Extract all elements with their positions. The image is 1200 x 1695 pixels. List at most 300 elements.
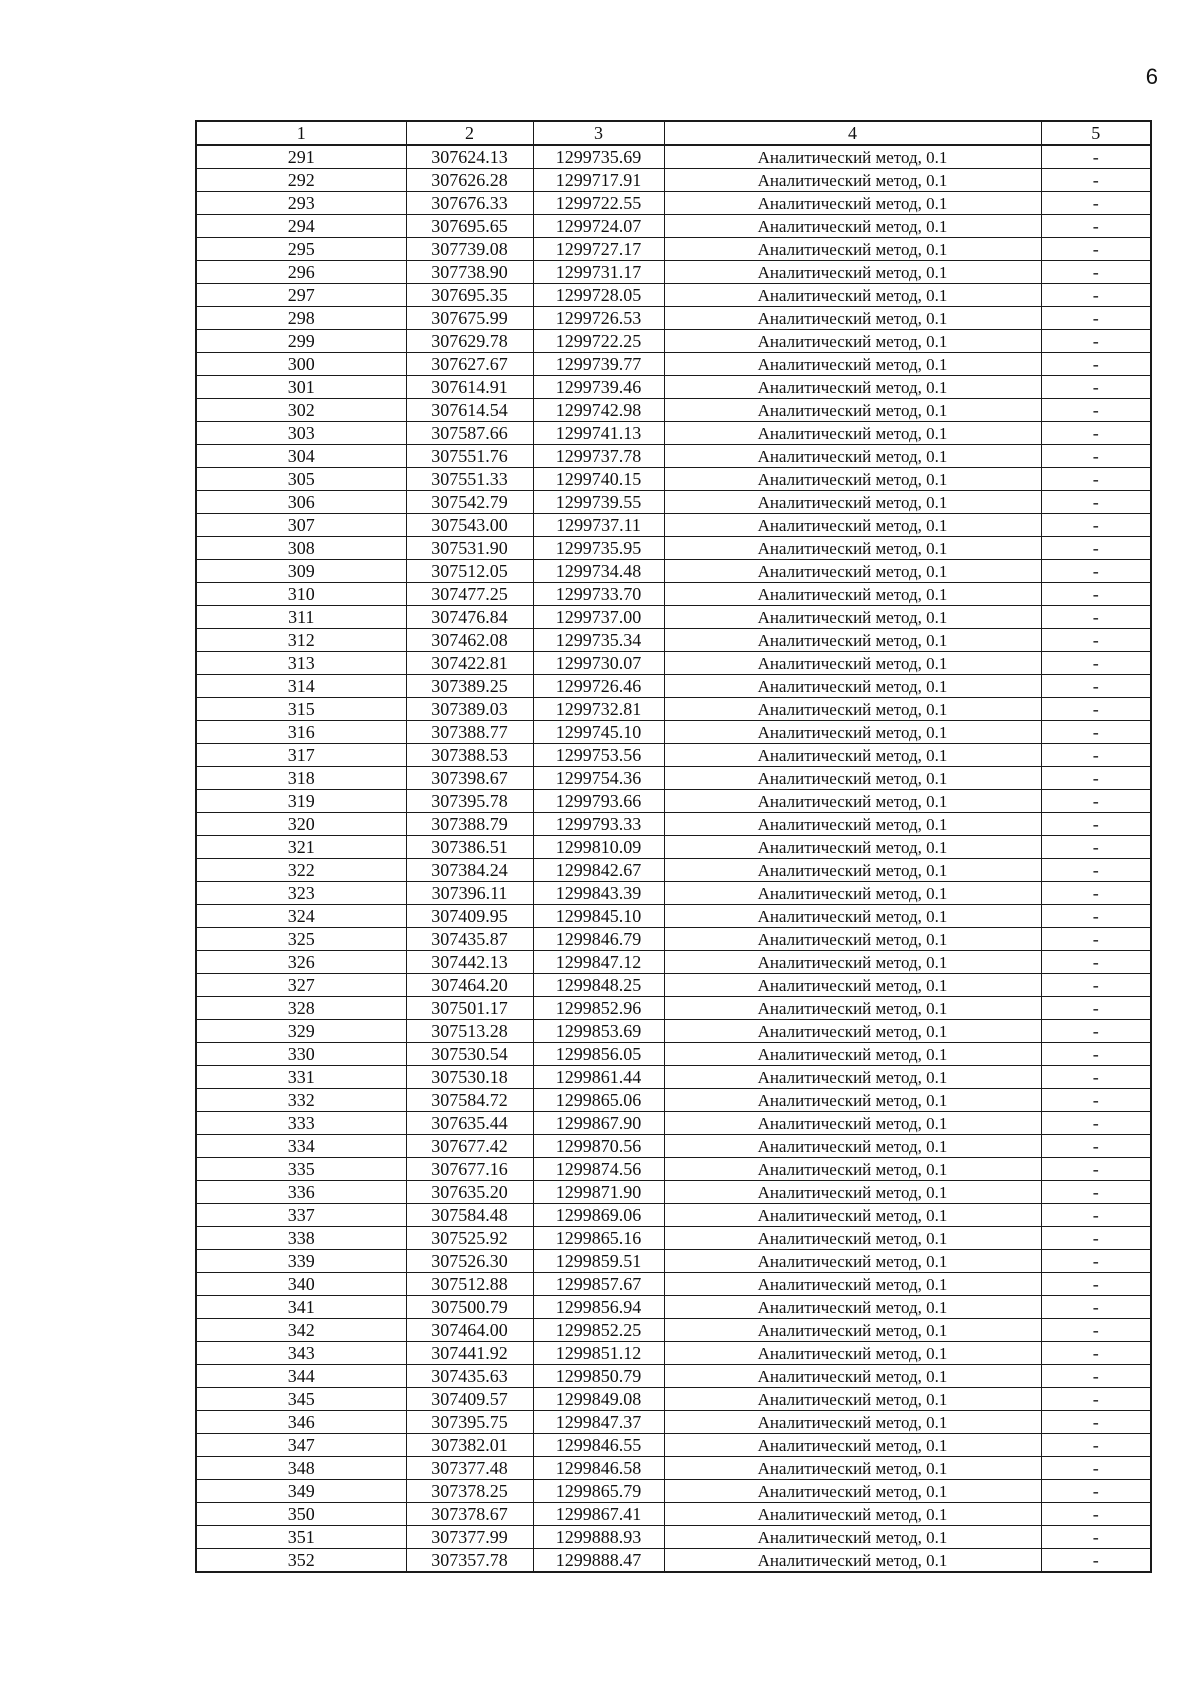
- x-coordinate-cell: 307388.79: [406, 813, 533, 836]
- note-cell: -: [1041, 1227, 1151, 1250]
- method-cell: Аналитический метод, 0.1: [664, 698, 1041, 721]
- point-number-cell: 293: [196, 192, 406, 215]
- table-row: [196, 284, 1151, 307]
- method-cell: Аналитический метод, 0.1: [664, 997, 1041, 1020]
- point-number-cell: 311: [196, 606, 406, 629]
- y-coordinate-cell: 1299865.06: [533, 1089, 664, 1112]
- note-cell: -: [1041, 1319, 1151, 1342]
- y-coordinate-cell: 1299865.79: [533, 1480, 664, 1503]
- method-cell: Аналитический метод, 0.1: [664, 1112, 1041, 1135]
- y-coordinate-cell: 1299846.58: [533, 1457, 664, 1480]
- table-header-row: [196, 121, 1151, 145]
- x-coordinate-cell: 307462.08: [406, 629, 533, 652]
- point-number-cell: 302: [196, 399, 406, 422]
- method-cell: Аналитический метод, 0.1: [664, 215, 1041, 238]
- y-coordinate-cell: 1299734.48: [533, 560, 664, 583]
- table-row: [196, 1549, 1151, 1573]
- point-number-cell: 309: [196, 560, 406, 583]
- point-number-cell: 308: [196, 537, 406, 560]
- table-row: [196, 1250, 1151, 1273]
- table-row: [196, 330, 1151, 353]
- x-coordinate-cell: 307422.81: [406, 652, 533, 675]
- note-cell: -: [1041, 353, 1151, 376]
- y-coordinate-cell: 1299888.93: [533, 1526, 664, 1549]
- table-row: [196, 1181, 1151, 1204]
- table-row: [196, 445, 1151, 468]
- note-cell: -: [1041, 1043, 1151, 1066]
- table-row: [196, 145, 1151, 169]
- note-cell: -: [1041, 1480, 1151, 1503]
- method-cell: Аналитический метод, 0.1: [664, 1342, 1041, 1365]
- table-row: [196, 399, 1151, 422]
- point-number-cell: 313: [196, 652, 406, 675]
- table-row: [196, 215, 1151, 238]
- y-coordinate-cell: 1299732.81: [533, 698, 664, 721]
- table-row: [196, 1411, 1151, 1434]
- table-row: [196, 1020, 1151, 1043]
- x-coordinate-cell: 307398.67: [406, 767, 533, 790]
- table-row: [196, 169, 1151, 192]
- point-number-cell: 325: [196, 928, 406, 951]
- x-coordinate-cell: 307531.90: [406, 537, 533, 560]
- method-cell: Аналитический метод, 0.1: [664, 629, 1041, 652]
- method-cell: Аналитический метод, 0.1: [664, 261, 1041, 284]
- x-coordinate-cell: 307635.20: [406, 1181, 533, 1204]
- method-cell: Аналитический метод, 0.1: [664, 1043, 1041, 1066]
- method-cell: Аналитический метод, 0.1: [664, 169, 1041, 192]
- column-header: 2: [406, 121, 533, 145]
- x-coordinate-cell: 307464.20: [406, 974, 533, 997]
- x-coordinate-cell: 307551.33: [406, 468, 533, 491]
- y-coordinate-cell: 1299739.46: [533, 376, 664, 399]
- y-coordinate-cell: 1299737.00: [533, 606, 664, 629]
- y-coordinate-cell: 1299870.56: [533, 1135, 664, 1158]
- point-number-cell: 319: [196, 790, 406, 813]
- note-cell: -: [1041, 215, 1151, 238]
- table-row: [196, 1204, 1151, 1227]
- page-number: 6: [1145, 64, 1158, 89]
- method-cell: Аналитический метод, 0.1: [664, 721, 1041, 744]
- method-cell: Аналитический метод, 0.1: [664, 491, 1041, 514]
- point-number-cell: 294: [196, 215, 406, 238]
- method-cell: Аналитический метод, 0.1: [664, 905, 1041, 928]
- point-number-cell: 318: [196, 767, 406, 790]
- method-cell: Аналитический метод, 0.1: [664, 882, 1041, 905]
- table-row: [196, 1319, 1151, 1342]
- table-row: [196, 1388, 1151, 1411]
- method-cell: Аналитический метод, 0.1: [664, 836, 1041, 859]
- table-row: [196, 859, 1151, 882]
- y-coordinate-cell: 1299793.33: [533, 813, 664, 836]
- y-coordinate-cell: 1299845.10: [533, 905, 664, 928]
- x-coordinate-cell: 307378.25: [406, 1480, 533, 1503]
- x-coordinate-cell: 307409.95: [406, 905, 533, 928]
- note-cell: -: [1041, 1204, 1151, 1227]
- table-row: [196, 1296, 1151, 1319]
- y-coordinate-cell: 1299733.70: [533, 583, 664, 606]
- method-cell: Аналитический метод, 0.1: [664, 790, 1041, 813]
- table-row: [196, 905, 1151, 928]
- y-coordinate-cell: 1299853.69: [533, 1020, 664, 1043]
- x-coordinate-cell: 307738.90: [406, 261, 533, 284]
- note-cell: -: [1041, 997, 1151, 1020]
- note-cell: -: [1041, 169, 1151, 192]
- table-row: [196, 1480, 1151, 1503]
- method-cell: Аналитический метод, 0.1: [664, 422, 1041, 445]
- method-cell: Аналитический метод, 0.1: [664, 238, 1041, 261]
- method-cell: Аналитический метод, 0.1: [664, 744, 1041, 767]
- table-row: [196, 790, 1151, 813]
- y-coordinate-cell: 1299810.09: [533, 836, 664, 859]
- y-coordinate-cell: 1299717.91: [533, 169, 664, 192]
- y-coordinate-cell: 1299737.11: [533, 514, 664, 537]
- x-coordinate-cell: 307614.54: [406, 399, 533, 422]
- method-cell: Аналитический метод, 0.1: [664, 1457, 1041, 1480]
- method-cell: Аналитический метод, 0.1: [664, 1135, 1041, 1158]
- table-row: [196, 675, 1151, 698]
- x-coordinate-cell: 307695.35: [406, 284, 533, 307]
- method-cell: Аналитический метод, 0.1: [664, 560, 1041, 583]
- y-coordinate-cell: 1299847.12: [533, 951, 664, 974]
- note-cell: -: [1041, 698, 1151, 721]
- point-number-cell: 337: [196, 1204, 406, 1227]
- note-cell: -: [1041, 192, 1151, 215]
- column-header: 3: [533, 121, 664, 145]
- table-row: [196, 1227, 1151, 1250]
- note-cell: -: [1041, 1411, 1151, 1434]
- x-coordinate-cell: 307377.99: [406, 1526, 533, 1549]
- y-coordinate-cell: 1299846.79: [533, 928, 664, 951]
- note-cell: -: [1041, 1457, 1151, 1480]
- note-cell: -: [1041, 514, 1151, 537]
- point-number-cell: 344: [196, 1365, 406, 1388]
- x-coordinate-cell: 307395.78: [406, 790, 533, 813]
- note-cell: -: [1041, 445, 1151, 468]
- y-coordinate-cell: 1299874.56: [533, 1158, 664, 1181]
- x-coordinate-cell: 307464.00: [406, 1319, 533, 1342]
- x-coordinate-cell: 307587.66: [406, 422, 533, 445]
- x-coordinate-cell: 307525.92: [406, 1227, 533, 1250]
- table-row: [196, 813, 1151, 836]
- note-cell: -: [1041, 537, 1151, 560]
- note-cell: -: [1041, 721, 1151, 744]
- method-cell: Аналитический метод, 0.1: [664, 1158, 1041, 1181]
- table-row: [196, 1112, 1151, 1135]
- table-row: [196, 1135, 1151, 1158]
- y-coordinate-cell: 1299740.15: [533, 468, 664, 491]
- note-cell: -: [1041, 422, 1151, 445]
- y-coordinate-cell: 1299727.17: [533, 238, 664, 261]
- method-cell: Аналитический метод, 0.1: [664, 537, 1041, 560]
- note-cell: -: [1041, 1388, 1151, 1411]
- y-coordinate-cell: 1299857.67: [533, 1273, 664, 1296]
- y-coordinate-cell: 1299843.39: [533, 882, 664, 905]
- y-coordinate-cell: 1299842.67: [533, 859, 664, 882]
- x-coordinate-cell: 307477.25: [406, 583, 533, 606]
- note-cell: -: [1041, 928, 1151, 951]
- point-number-cell: 331: [196, 1066, 406, 1089]
- y-coordinate-cell: 1299739.55: [533, 491, 664, 514]
- y-coordinate-cell: 1299861.44: [533, 1066, 664, 1089]
- point-number-cell: 305: [196, 468, 406, 491]
- note-cell: -: [1041, 560, 1151, 583]
- table-row: [196, 422, 1151, 445]
- point-number-cell: 326: [196, 951, 406, 974]
- point-number-cell: 297: [196, 284, 406, 307]
- x-coordinate-cell: 307476.84: [406, 606, 533, 629]
- point-number-cell: 343: [196, 1342, 406, 1365]
- note-cell: -: [1041, 330, 1151, 353]
- y-coordinate-cell: 1299724.07: [533, 215, 664, 238]
- table-row: [196, 1066, 1151, 1089]
- table-row: [196, 560, 1151, 583]
- method-cell: Аналитический метод, 0.1: [664, 1066, 1041, 1089]
- point-number-cell: 321: [196, 836, 406, 859]
- y-coordinate-cell: 1299849.08: [533, 1388, 664, 1411]
- table-row: [196, 629, 1151, 652]
- column-header: 1: [196, 121, 406, 145]
- note-cell: -: [1041, 145, 1151, 169]
- x-coordinate-cell: 307627.67: [406, 353, 533, 376]
- y-coordinate-cell: 1299856.94: [533, 1296, 664, 1319]
- x-coordinate-cell: 307530.18: [406, 1066, 533, 1089]
- y-coordinate-cell: 1299846.55: [533, 1434, 664, 1457]
- method-cell: Аналитический метод, 0.1: [664, 1549, 1041, 1573]
- note-cell: -: [1041, 790, 1151, 813]
- x-coordinate-cell: 307629.78: [406, 330, 533, 353]
- point-number-cell: 346: [196, 1411, 406, 1434]
- point-number-cell: 335: [196, 1158, 406, 1181]
- y-coordinate-cell: 1299731.17: [533, 261, 664, 284]
- x-coordinate-cell: 307357.78: [406, 1549, 533, 1573]
- note-cell: -: [1041, 238, 1151, 261]
- table-row: [196, 997, 1151, 1020]
- note-cell: -: [1041, 1066, 1151, 1089]
- method-cell: Аналитический метод, 0.1: [664, 1480, 1041, 1503]
- x-coordinate-cell: 307389.25: [406, 675, 533, 698]
- note-cell: -: [1041, 882, 1151, 905]
- note-cell: -: [1041, 1181, 1151, 1204]
- table-row: [196, 1526, 1151, 1549]
- method-cell: Аналитический метод, 0.1: [664, 399, 1041, 422]
- y-coordinate-cell: 1299726.46: [533, 675, 664, 698]
- method-cell: Аналитический метод, 0.1: [664, 1204, 1041, 1227]
- x-coordinate-cell: 307626.28: [406, 169, 533, 192]
- y-coordinate-cell: 1299851.12: [533, 1342, 664, 1365]
- point-number-cell: 332: [196, 1089, 406, 1112]
- table-row: [196, 468, 1151, 491]
- table-body: [196, 145, 1151, 1572]
- y-coordinate-cell: 1299728.05: [533, 284, 664, 307]
- note-cell: -: [1041, 629, 1151, 652]
- method-cell: Аналитический метод, 0.1: [664, 1319, 1041, 1342]
- y-coordinate-cell: 1299856.05: [533, 1043, 664, 1066]
- y-coordinate-cell: 1299793.66: [533, 790, 664, 813]
- point-number-cell: 312: [196, 629, 406, 652]
- y-coordinate-cell: 1299745.10: [533, 721, 664, 744]
- coordinates-table: [195, 120, 1152, 1573]
- y-coordinate-cell: 1299871.90: [533, 1181, 664, 1204]
- point-number-cell: 292: [196, 169, 406, 192]
- point-number-cell: 291: [196, 145, 406, 169]
- note-cell: -: [1041, 307, 1151, 330]
- note-cell: -: [1041, 744, 1151, 767]
- note-cell: -: [1041, 376, 1151, 399]
- y-coordinate-cell: 1299722.25: [533, 330, 664, 353]
- point-number-cell: 336: [196, 1181, 406, 1204]
- note-cell: -: [1041, 1020, 1151, 1043]
- point-number-cell: 301: [196, 376, 406, 399]
- point-number-cell: 339: [196, 1250, 406, 1273]
- method-cell: Аналитический метод, 0.1: [664, 813, 1041, 836]
- point-number-cell: 310: [196, 583, 406, 606]
- method-cell: Аналитический метод, 0.1: [664, 514, 1041, 537]
- point-number-cell: 316: [196, 721, 406, 744]
- point-number-cell: 340: [196, 1273, 406, 1296]
- x-coordinate-cell: 307584.48: [406, 1204, 533, 1227]
- note-cell: -: [1041, 1434, 1151, 1457]
- x-coordinate-cell: 307614.91: [406, 376, 533, 399]
- point-number-cell: 324: [196, 905, 406, 928]
- x-coordinate-cell: 307526.30: [406, 1250, 533, 1273]
- method-cell: Аналитический метод, 0.1: [664, 675, 1041, 698]
- y-coordinate-cell: 1299735.69: [533, 145, 664, 169]
- point-number-cell: 348: [196, 1457, 406, 1480]
- x-coordinate-cell: 307389.03: [406, 698, 533, 721]
- table-row: [196, 1365, 1151, 1388]
- point-number-cell: 351: [196, 1526, 406, 1549]
- method-cell: Аналитический метод, 0.1: [664, 1365, 1041, 1388]
- y-coordinate-cell: 1299739.77: [533, 353, 664, 376]
- note-cell: -: [1041, 284, 1151, 307]
- method-cell: Аналитический метод, 0.1: [664, 928, 1041, 951]
- method-cell: Аналитический метод, 0.1: [664, 445, 1041, 468]
- method-cell: Аналитический метод, 0.1: [664, 330, 1041, 353]
- note-cell: -: [1041, 491, 1151, 514]
- note-cell: -: [1041, 1503, 1151, 1526]
- x-coordinate-cell: 307695.65: [406, 215, 533, 238]
- y-coordinate-cell: 1299753.56: [533, 744, 664, 767]
- method-cell: Аналитический метод, 0.1: [664, 583, 1041, 606]
- point-number-cell: 342: [196, 1319, 406, 1342]
- y-coordinate-cell: 1299741.13: [533, 422, 664, 445]
- y-coordinate-cell: 1299867.90: [533, 1112, 664, 1135]
- x-coordinate-cell: 307500.79: [406, 1296, 533, 1319]
- table-row: [196, 537, 1151, 560]
- method-cell: Аналитический метод, 0.1: [664, 606, 1041, 629]
- x-coordinate-cell: 307530.54: [406, 1043, 533, 1066]
- x-coordinate-cell: 307624.13: [406, 145, 533, 169]
- point-number-cell: 350: [196, 1503, 406, 1526]
- point-number-cell: 315: [196, 698, 406, 721]
- y-coordinate-cell: 1299726.53: [533, 307, 664, 330]
- method-cell: Аналитический метод, 0.1: [664, 145, 1041, 169]
- point-number-cell: 298: [196, 307, 406, 330]
- y-coordinate-cell: 1299754.36: [533, 767, 664, 790]
- note-cell: -: [1041, 1112, 1151, 1135]
- x-coordinate-cell: 307512.05: [406, 560, 533, 583]
- point-number-cell: 347: [196, 1434, 406, 1457]
- method-cell: Аналитический метод, 0.1: [664, 1089, 1041, 1112]
- table-row: [196, 583, 1151, 606]
- method-cell: Аналитический метод, 0.1: [664, 767, 1041, 790]
- table-row: [196, 192, 1151, 215]
- method-cell: Аналитический метод, 0.1: [664, 1273, 1041, 1296]
- method-cell: Аналитический метод, 0.1: [664, 652, 1041, 675]
- note-cell: -: [1041, 1342, 1151, 1365]
- y-coordinate-cell: 1299735.95: [533, 537, 664, 560]
- table-row: [196, 1089, 1151, 1112]
- method-cell: Аналитический метод, 0.1: [664, 1434, 1041, 1457]
- point-number-cell: 329: [196, 1020, 406, 1043]
- note-cell: -: [1041, 813, 1151, 836]
- table-row: [196, 928, 1151, 951]
- note-cell: -: [1041, 1526, 1151, 1549]
- table-row: [196, 744, 1151, 767]
- point-number-cell: 306: [196, 491, 406, 514]
- table-row: [196, 882, 1151, 905]
- point-number-cell: 296: [196, 261, 406, 284]
- note-cell: -: [1041, 1135, 1151, 1158]
- table-row: [196, 698, 1151, 721]
- table-row: [196, 951, 1151, 974]
- method-cell: Аналитический метод, 0.1: [664, 974, 1041, 997]
- table-row: [196, 974, 1151, 997]
- note-cell: -: [1041, 675, 1151, 698]
- method-cell: Аналитический метод, 0.1: [664, 1411, 1041, 1434]
- note-cell: -: [1041, 974, 1151, 997]
- table-row: [196, 767, 1151, 790]
- method-cell: Аналитический метод, 0.1: [664, 1020, 1041, 1043]
- point-number-cell: 341: [196, 1296, 406, 1319]
- point-number-cell: 333: [196, 1112, 406, 1135]
- y-coordinate-cell: 1299865.16: [533, 1227, 664, 1250]
- x-coordinate-cell: 307551.76: [406, 445, 533, 468]
- table-row: [196, 1158, 1151, 1181]
- y-coordinate-cell: 1299730.07: [533, 652, 664, 675]
- point-number-cell: 300: [196, 353, 406, 376]
- note-cell: -: [1041, 606, 1151, 629]
- method-cell: Аналитический метод, 0.1: [664, 1181, 1041, 1204]
- point-number-cell: 307: [196, 514, 406, 537]
- table-row: [196, 376, 1151, 399]
- point-number-cell: 330: [196, 1043, 406, 1066]
- point-number-cell: 327: [196, 974, 406, 997]
- note-cell: -: [1041, 1089, 1151, 1112]
- point-number-cell: 295: [196, 238, 406, 261]
- column-header: 5: [1041, 121, 1151, 145]
- y-coordinate-cell: 1299848.25: [533, 974, 664, 997]
- x-coordinate-cell: 307677.42: [406, 1135, 533, 1158]
- point-number-cell: 323: [196, 882, 406, 905]
- method-cell: Аналитический метод, 0.1: [664, 1250, 1041, 1273]
- point-number-cell: 303: [196, 422, 406, 445]
- x-coordinate-cell: 307377.48: [406, 1457, 533, 1480]
- note-cell: -: [1041, 905, 1151, 928]
- method-cell: Аналитический метод, 0.1: [664, 859, 1041, 882]
- note-cell: -: [1041, 583, 1151, 606]
- point-number-cell: 334: [196, 1135, 406, 1158]
- x-coordinate-cell: 307584.72: [406, 1089, 533, 1112]
- note-cell: -: [1041, 652, 1151, 675]
- x-coordinate-cell: 307512.88: [406, 1273, 533, 1296]
- method-cell: Аналитический метод, 0.1: [664, 307, 1041, 330]
- y-coordinate-cell: 1299852.25: [533, 1319, 664, 1342]
- table-row: [196, 1043, 1151, 1066]
- method-cell: Аналитический метод, 0.1: [664, 1503, 1041, 1526]
- y-coordinate-cell: 1299737.78: [533, 445, 664, 468]
- y-coordinate-cell: 1299852.96: [533, 997, 664, 1020]
